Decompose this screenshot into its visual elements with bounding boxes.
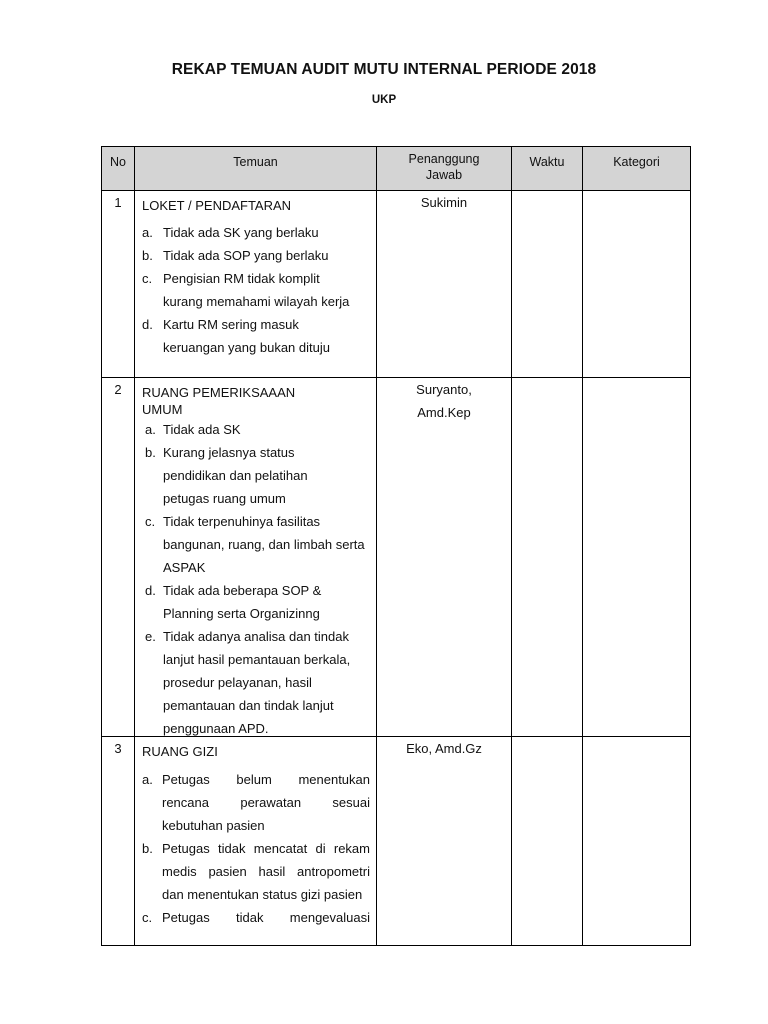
temuan-cell xyxy=(135,191,377,378)
header-waktu: Waktu xyxy=(512,147,583,191)
finding-item: d. Kartu RM sering masuk keruangan yang bukan dituju xyxy=(142,317,330,355)
header-no: No xyxy=(102,147,135,191)
header-kategori: Kategori xyxy=(583,147,691,191)
waktu-cell xyxy=(512,737,583,946)
waktu-cell xyxy=(512,378,583,737)
finding-list xyxy=(135,221,376,359)
temuan-cell xyxy=(135,737,377,946)
responsible-person: Sukimin xyxy=(377,191,512,378)
finding-item: e. Tidak adanya analisa dan tindak lanjut hasil pemantauan berkala, prosedur pelayanan, hasil pemantauan dan tindak lanjut penggunaan APD. xyxy=(145,629,351,736)
unit-name: RUANG PEMERIKSAAAN UMUM xyxy=(142,385,296,417)
finding-item: c. Tidak terpenuhinya fasilitas bangunan, ruang, dan limbah serta ASPAK xyxy=(145,514,365,575)
table-row xyxy=(102,378,691,737)
finding-item: d. Tidak ada beberapa SOP & Planning serta Organizinng xyxy=(145,583,322,621)
waktu-cell xyxy=(512,191,583,378)
header-penanggung-jawab: Penanggung Jawab xyxy=(377,147,512,191)
unit-name: LOKET / PENDAFTARAN xyxy=(142,198,292,213)
finding-item: c. Pengisian RM tidak komplit kurang memahami wilayah kerja xyxy=(142,271,350,309)
document-subtitle: UKP xyxy=(371,94,397,106)
responsible-person: Suryanto, Amd.Kep xyxy=(377,378,512,737)
table-header-row xyxy=(102,147,691,191)
finding-list xyxy=(135,768,376,929)
row-number: 1 xyxy=(102,191,135,378)
responsible-person: Eko, Amd.Gz xyxy=(377,737,512,946)
document-title: REKAP TEMUAN AUDIT MUTU INTERNAL PERIODE 2018 xyxy=(171,61,597,78)
temuan-cell xyxy=(135,378,377,737)
kategori-cell xyxy=(583,191,691,378)
finding-item: a. Tidak ada SK xyxy=(145,422,241,437)
audit-findings-table xyxy=(101,146,691,946)
finding-list xyxy=(135,418,376,736)
table-row xyxy=(102,191,691,378)
row-number: 3 xyxy=(102,737,135,946)
row-number: 2 xyxy=(102,378,135,737)
finding-item: c. Petugas tidak mengevaluasi xyxy=(142,910,370,925)
finding-item: a. Tidak ada SK yang berlaku xyxy=(142,225,319,240)
kategori-cell xyxy=(583,737,691,946)
header-temuan: Temuan xyxy=(135,147,377,191)
table-row xyxy=(102,737,691,946)
finding-item: b. Kurang jelasnya status pendidikan dan pelatihan petugas ruang umum xyxy=(145,445,308,506)
unit-name: RUANG GIZI xyxy=(142,744,218,759)
kategori-cell xyxy=(583,378,691,737)
finding-item: b. Petugas tidak mencatat di rekam medis pasien hasil antropometri dan menentukan status gizi pasien xyxy=(142,841,370,902)
finding-item: a. Petugas belum menentukan rencana perawatan sesuai kebutuhan pasien xyxy=(142,772,370,833)
finding-item: b. Tidak ada SOP yang berlaku xyxy=(142,248,329,263)
